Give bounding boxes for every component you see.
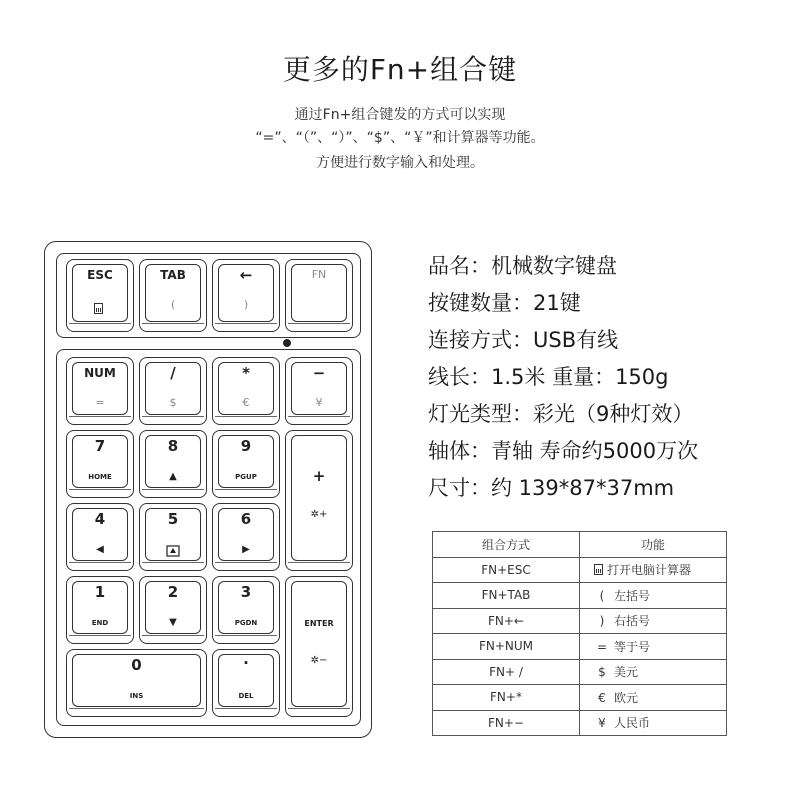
key-esc: ESC: [66, 259, 134, 332]
key-slash: / $: [139, 357, 207, 425]
table-row: FN+ / $ 美元: [433, 659, 727, 685]
spec-product-name: 品名：机械数字键盘: [428, 254, 617, 278]
key-plus: + ✲+: [285, 430, 353, 571]
key-2: 2 ▼: [139, 576, 207, 644]
spec-connection: 连接方式：USB有线: [428, 328, 619, 352]
indicator-led: [283, 339, 291, 347]
key-0: 0 INS: [66, 649, 207, 717]
key-backspace: ← ): [212, 259, 280, 332]
column-header-combo: 组合方式: [433, 532, 580, 558]
table-header-row: [433, 532, 727, 558]
table-row: FN+ESC 打开电脑计算器: [433, 557, 727, 583]
calculator-icon: [94, 303, 103, 314]
description-line-2: “=”、“（”、“）”、“$”、“￥”和计算器等功能。: [255, 130, 545, 146]
fn-combo-table: [432, 531, 727, 736]
table-row: FN+NUM = 等于号: [433, 634, 727, 660]
spec-size: 尺寸：约 139*87*37mm: [428, 476, 675, 500]
spec-lighting: 灯光类型：彩光（9种灯效）: [428, 402, 694, 426]
spec-key-count: 按键数量：21键: [428, 291, 581, 315]
key-minus: − ¥: [285, 357, 353, 425]
key-enter: ENTER ✲−: [285, 576, 353, 717]
key-fn: FN: [285, 259, 353, 332]
table-row: FN+* € 欧元: [433, 685, 727, 711]
key-5: 5: [139, 503, 207, 571]
key-7: 7 HOME: [66, 430, 134, 498]
key-4: 4 ◀: [66, 503, 134, 571]
key-num: NUM =: [66, 357, 134, 425]
key-dot: · DEL: [212, 649, 280, 717]
column-header-function: 功能: [580, 532, 727, 558]
spec-cable-weight: 线长：1.5米 重量：150g: [428, 365, 669, 389]
calculator-icon: [594, 564, 603, 575]
light-mode-icon: [166, 544, 180, 557]
key-3: 3 PGDN: [212, 576, 280, 644]
table-row: FN+TAB ( 左括号: [433, 583, 727, 609]
table-row: FN+− ¥ 人民币: [433, 710, 727, 736]
page-title: 更多的Fn+组合键: [282, 53, 518, 86]
table-row: FN+← ) 右括号: [433, 608, 727, 634]
spec-switch: 轴体：青轴 寿命约5000万次: [428, 439, 699, 463]
key-star: * €: [212, 357, 280, 425]
key-8: 8 ▲: [139, 430, 207, 498]
key-1: 1 END: [66, 576, 134, 644]
key-6: 6 ▶: [212, 503, 280, 571]
description-line-1: 通过Fn+组合键发的方式可以实现: [294, 107, 506, 123]
description-line-3: 方便进行数字输入和处理。: [316, 155, 484, 171]
key-tab: TAB (: [139, 259, 207, 332]
key-9: 9 PGUP: [212, 430, 280, 498]
